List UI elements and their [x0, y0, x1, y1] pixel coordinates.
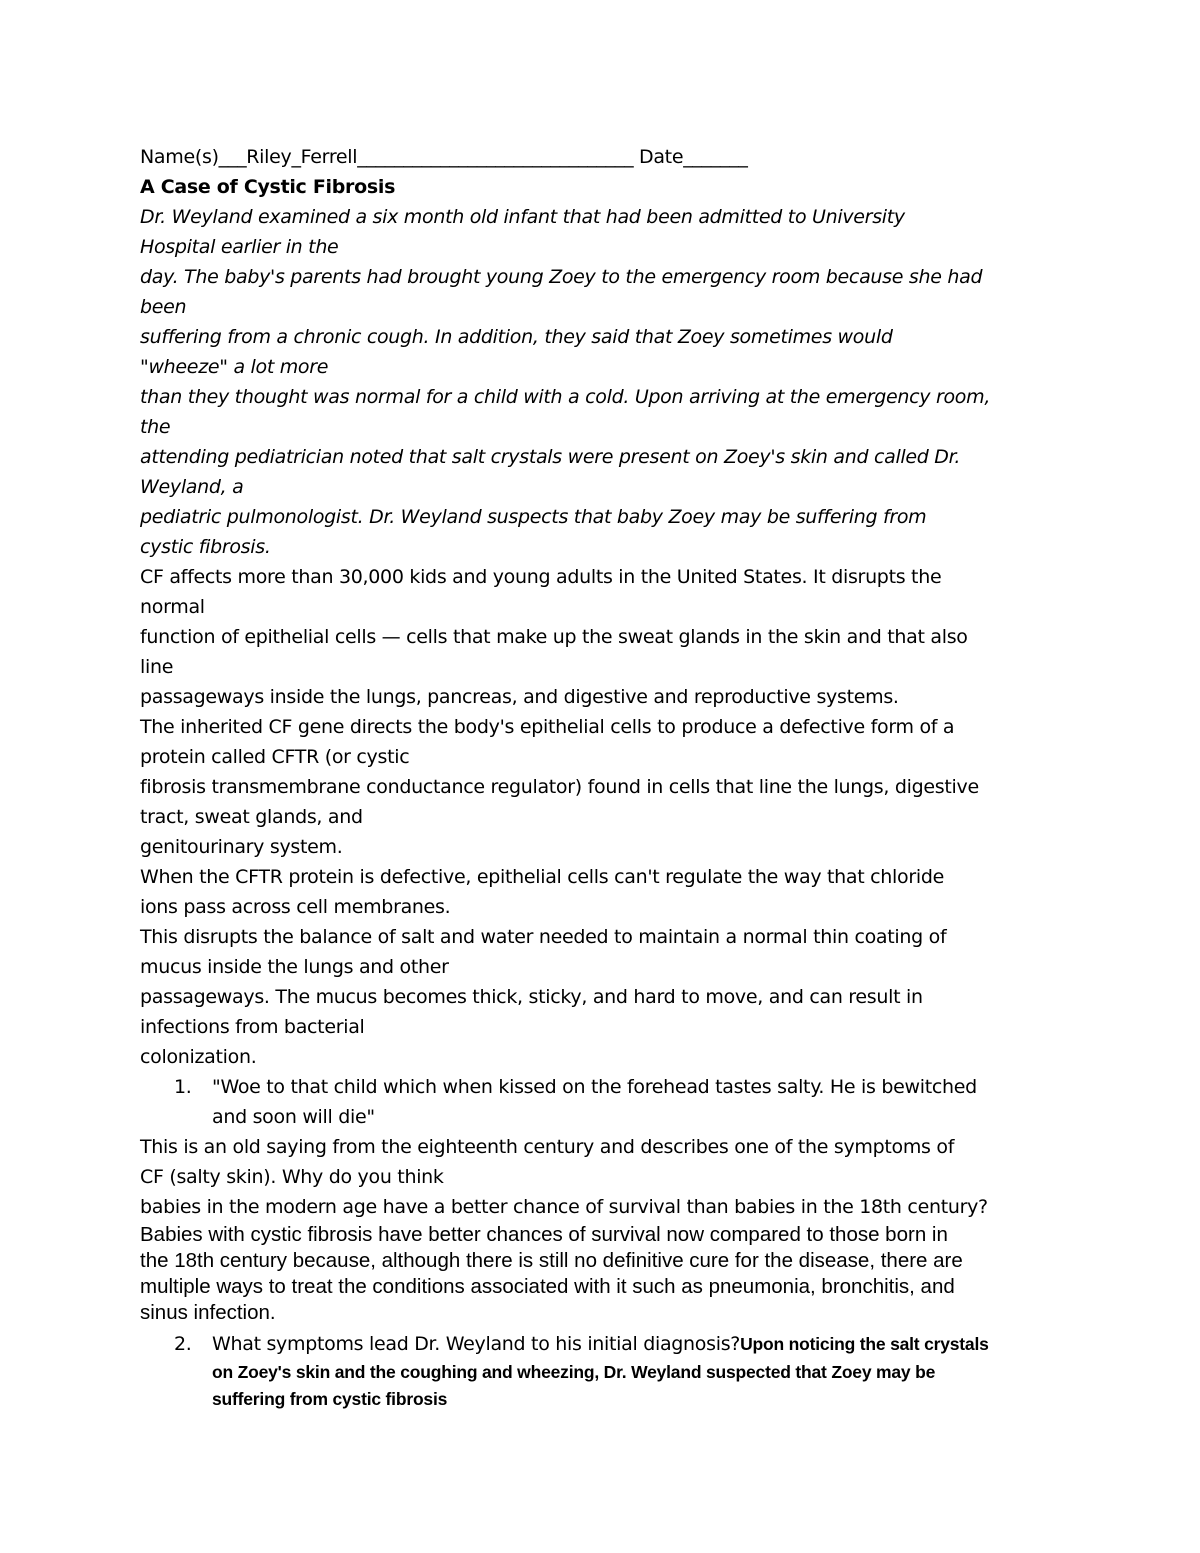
case-line: Hospital earlier in the — [140, 236, 339, 258]
info-line: protein called CFTR (or cystic — [140, 746, 410, 768]
info-line: normal — [140, 596, 205, 618]
question-2-number: 2. — [174, 1333, 192, 1355]
question-1-followup: This is an old saying from the eighteenth century and describes one of the symptoms of — [140, 1136, 955, 1158]
case-line: suffering from a chronic cough. In addition, they said that Zoey sometimes would — [140, 326, 893, 348]
question-2-answer-line: suffering from cystic fibrosis — [212, 1389, 448, 1409]
question-1-line — [140, 1072, 1065, 1102]
case-paragraph — [140, 202, 1065, 562]
info-line: colonization. — [140, 1046, 257, 1068]
name-date-line: Name(s)___Riley_Ferrell______________________________ Date_______ — [140, 146, 748, 168]
question-1-text: "Woe to that child which when kissed on the forehead tastes salty. He is bewitched — [212, 1076, 977, 1098]
question-1-number: 1. — [174, 1076, 192, 1098]
case-line: pediatric pulmonologist. Dr. Weyland suspects that baby Zoey may be suffering from — [140, 506, 927, 528]
info-line: mucus inside the lungs and other — [140, 956, 449, 978]
case-line: been — [140, 296, 187, 318]
info-line: line — [140, 656, 174, 678]
info-line: The inherited CF gene directs the body's epithelial cells to produce a defective form of a — [140, 716, 955, 738]
info-line: fibrosis transmembrane conductance regulator) found in cells that line the lungs, digestive — [140, 776, 979, 798]
case-line: Weyland, a — [140, 476, 244, 498]
question-2-text: What symptoms lead Dr. Weyland to his initial diagnosis? — [212, 1333, 741, 1355]
case-line: Dr. Weyland examined a six month old infant that had been admitted to University — [140, 206, 905, 228]
info-line: passageways inside the lungs, pancreas, and digestive and reproductive systems. — [140, 686, 899, 708]
info-line: ions pass across cell membranes. — [140, 896, 451, 918]
question-1 — [140, 1072, 1065, 1326]
info-line: function of epithelial cells — cells that make up the sweat glands in the skin and that also — [140, 626, 968, 648]
document-title: A Case of Cystic Fibrosis — [140, 176, 396, 198]
info-line: genitourinary system. — [140, 836, 343, 858]
case-line: than they thought was normal for a child with a cold. Upon arriving at the emergency room, — [140, 386, 991, 408]
info-line: passageways. The mucus becomes thick, sticky, and hard to move, and can result in — [140, 986, 923, 1008]
question-1-answer — [140, 1222, 1065, 1326]
case-line: day. The baby's parents had brought young Zoey to the emergency room because she had — [140, 266, 983, 288]
question-1-followup: CF (salty skin). Why do you think — [140, 1166, 444, 1188]
question-1-line — [140, 1102, 1065, 1132]
question-2-answer-start: Upon noticing the salt crystals — [740, 1334, 989, 1354]
question-1-text: and soon will die" — [212, 1106, 375, 1128]
question-2-line — [140, 1329, 1065, 1359]
question-1-followup: babies in the modern age have a better chance of survival than babies in the 18th century? — [140, 1196, 988, 1218]
info-line: CF affects more than 30,000 kids and young adults in the United States. It disrupts the — [140, 566, 942, 588]
info-line: tract, sweat glands, and — [140, 806, 363, 828]
question-2 — [140, 1329, 1065, 1413]
case-line: attending pediatrician noted that salt crystals were present on Zoey's skin and called Dr. — [140, 446, 961, 468]
answer-line: sinus infection. — [140, 1301, 276, 1324]
answer-line: the 18th century because, although there is still no definitive cure for the disease, there are — [140, 1249, 963, 1272]
answer-line: Babies with cystic fibrosis have better chances of survival now compared to those born in — [140, 1223, 948, 1246]
document-page — [140, 142, 1065, 1413]
case-line: cystic fibrosis. — [140, 536, 271, 558]
case-line: "wheeze" a lot more — [140, 356, 329, 378]
info-line: When the CFTR protein is defective, epithelial cells can't regulate the way that chloride — [140, 866, 944, 888]
info-paragraph — [140, 562, 1065, 1072]
answer-line: multiple ways to treat the conditions associated with it such as pneumonia, bronchitis, and — [140, 1275, 955, 1298]
info-line: infections from bacterial — [140, 1016, 365, 1038]
info-line: This disrupts the balance of salt and water needed to maintain a normal thin coating of — [140, 926, 947, 948]
question-2-answer-line: on Zoey's skin and the coughing and wheezing, Dr. Weyland suspected that Zoey may be — [212, 1362, 936, 1382]
case-line: the — [140, 416, 171, 438]
